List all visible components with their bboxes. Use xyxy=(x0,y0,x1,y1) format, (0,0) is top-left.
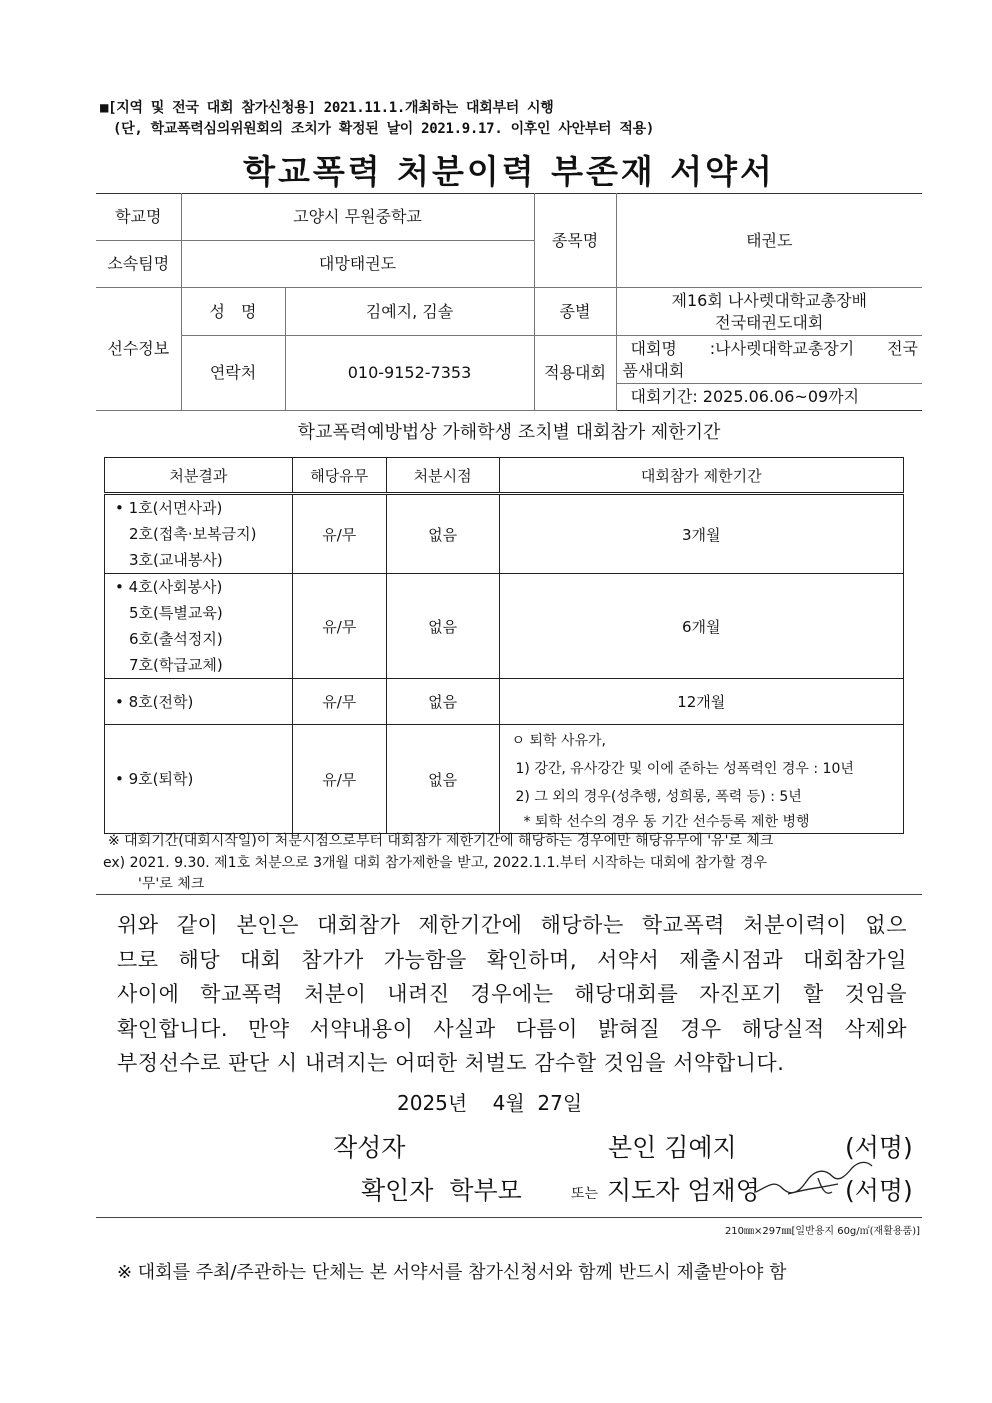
table-row xyxy=(105,574,904,679)
period-cell: 12개월 xyxy=(499,679,903,725)
table-row xyxy=(105,679,904,725)
pledge-date: 2025년 4월 27일 xyxy=(397,1091,583,1115)
category-label: 종별 xyxy=(534,288,616,336)
competition-name-line-1: 대회명 :나사렛대학교총장기 전국 xyxy=(630,338,918,358)
condition-line: ㅇ 퇴학 사유가, xyxy=(511,733,607,749)
category-line-2: 전국태권도대회 xyxy=(715,312,824,332)
divider xyxy=(96,894,922,895)
timing-cell: 없음 xyxy=(386,574,499,679)
pledge-line: 위와 같이 본인은 대회참가 제한기간에 해당하는 학교폭력 처분이력이 없으 xyxy=(117,913,907,937)
school-value: 고양시 무원중학교 xyxy=(181,194,534,241)
measure-item: • 1호(서면사과) xyxy=(115,499,223,517)
applicable-cell: 유/무 xyxy=(292,494,386,574)
applicable-cell: 유/무 xyxy=(292,574,386,679)
measure-item: 3호(교내봉사) xyxy=(129,551,223,569)
paper-info: 210㎜×297㎜[일반용지 60g/㎡(재활용품)] xyxy=(724,1226,920,1237)
team-label: 소속팀명 xyxy=(96,241,181,288)
period-cell: 3개월 xyxy=(499,494,903,574)
header-period: 대회참가 제한기간 xyxy=(499,458,903,494)
condition-line: 1) 강간, 유사강간 및 이에 준하는 성폭력인 경우 : 10년 xyxy=(515,761,854,777)
timing-cell: 없음 xyxy=(386,494,499,574)
expulsion-conditions xyxy=(499,725,903,834)
period-cell: 6개월 xyxy=(499,574,903,679)
category-line-1: 제16회 나사렛대학교총장배 xyxy=(671,290,867,310)
measure-item: 2호(접촉·보복금지) xyxy=(129,525,257,543)
measure-item: 5호(특별교육) xyxy=(129,604,223,622)
name-value: 김예지, 김솔 xyxy=(285,288,534,336)
team-value: 대망태권도 xyxy=(181,241,534,288)
note-line-1: ※ 대회기간(대회시작일)이 처분시점으로부터 대회참가 제한기간에 해당하는 경우에만 해당유무에 '유'로 체크 xyxy=(108,833,774,849)
name-label: 성 명 xyxy=(181,288,285,336)
confirmer-sign-label: (서명) xyxy=(845,1176,913,1205)
contact-value: 010-9152-7353 xyxy=(285,336,534,411)
header-measure: 처분결과 xyxy=(105,458,293,494)
measure-item: • 4호(사회봉사) xyxy=(115,578,223,596)
or-label: 또는 xyxy=(571,1186,599,1202)
pledge-paragraph xyxy=(117,908,907,1081)
restriction-title: 학교폭력예방법상 가해학생 조치별 대회참가 제한기간 xyxy=(297,422,721,443)
category-value xyxy=(616,288,922,336)
measure-item: • 8호(전학) xyxy=(115,692,194,711)
measure-cell xyxy=(105,725,293,834)
measure-item: 6호(출석정지) xyxy=(129,630,223,648)
measure-item: 7호(학급교체) xyxy=(129,656,223,674)
pledge-line: 므로 해당 대회 참가가 가능함을 확인하며, 서약서 제출시점과 대회참가일 xyxy=(117,947,907,972)
school-label: 학교명 xyxy=(96,194,181,241)
contact-label: 연락처 xyxy=(181,336,285,411)
notice-line-1: ■[지역 및 전국 대회 참가신청용] 2021.11.1.개최하는 대회부터 시행 xyxy=(100,100,554,116)
confirmer-name: 지도자 엄재영 xyxy=(607,1176,760,1205)
measure-cell xyxy=(105,494,293,574)
header-timing: 처분시점 xyxy=(386,458,499,494)
table-row xyxy=(105,725,904,834)
measure-cell xyxy=(105,679,293,725)
restriction-table xyxy=(104,457,904,834)
applicable-cell: 유/무 xyxy=(292,725,386,834)
measure-item: • 9호(퇴학) xyxy=(115,770,194,788)
applicable-cell: 유/무 xyxy=(292,679,386,725)
pledge-line: 사이에 학교폭력 처분이 내려진 경우에는 해당대회를 자진포기 할 것임을 xyxy=(117,982,907,1006)
sport-label: 종목명 xyxy=(534,194,616,288)
player-info-label: 선수정보 xyxy=(96,288,181,411)
table-row xyxy=(105,494,904,574)
measure-cell xyxy=(105,574,293,679)
writer-name: 본인 김예지 xyxy=(608,1133,737,1162)
notice-line-2: (단, 학교폭력심의위원회의 조치가 확정된 날이 2021.9.17. 이후인 사안부터 적용) xyxy=(113,121,654,137)
timing-cell: 없음 xyxy=(386,725,499,834)
writer-sign-label: (서명) xyxy=(845,1133,913,1162)
player-info-table xyxy=(96,193,922,411)
applied-competition-label: 적용대회 xyxy=(534,336,616,411)
competition-name xyxy=(616,336,922,384)
competition-name-line-2: 품새대회 xyxy=(622,360,685,380)
pledge-line: 확인합니다. 만약 서약내용이 사실과 다름이 밝혀질 경우 해당실적 삭제와 xyxy=(117,1016,907,1041)
handwritten-signature xyxy=(748,1150,888,1210)
confirmer-label: 확인자 학부모 xyxy=(361,1176,522,1205)
condition-line: 2) 그 외의 경우(성추행, 성희롱, 폭력 등) : 5년 xyxy=(515,789,802,805)
timing-cell: 없음 xyxy=(386,679,499,725)
pledge-line: 부정선수로 판단 시 내려지는 어떠한 처벌도 감수할 것임을 서약합니다. xyxy=(117,1051,785,1075)
bottom-divider xyxy=(96,1217,922,1218)
header-applicable: 해당유무 xyxy=(292,458,386,494)
sport-value: 태권도 xyxy=(616,194,922,288)
footnote: ※ 대회를 주최/주관하는 단체는 본 서약서를 참가신청서와 함께 반드시 제출받아야 함 xyxy=(117,1262,787,1283)
note-line-3: '무'로 체크 xyxy=(138,876,205,892)
writer-label: 작성자 xyxy=(333,1133,406,1162)
document-title: 학교폭력 처분이력 부존재 서약서 xyxy=(243,152,775,191)
note-line-2: ex) 2021. 9.30. 제1호 처분으로 3개월 대회 참가제한을 받고, 2022.1.1.부터 시작하는 대회에 참가할 경우 xyxy=(103,855,767,871)
competition-period: 대회기간: 2025.06.06~09까지 xyxy=(616,384,922,411)
condition-line: * 퇴학 선수의 경우 동 기간 선수등록 제한 병행 xyxy=(523,814,810,830)
